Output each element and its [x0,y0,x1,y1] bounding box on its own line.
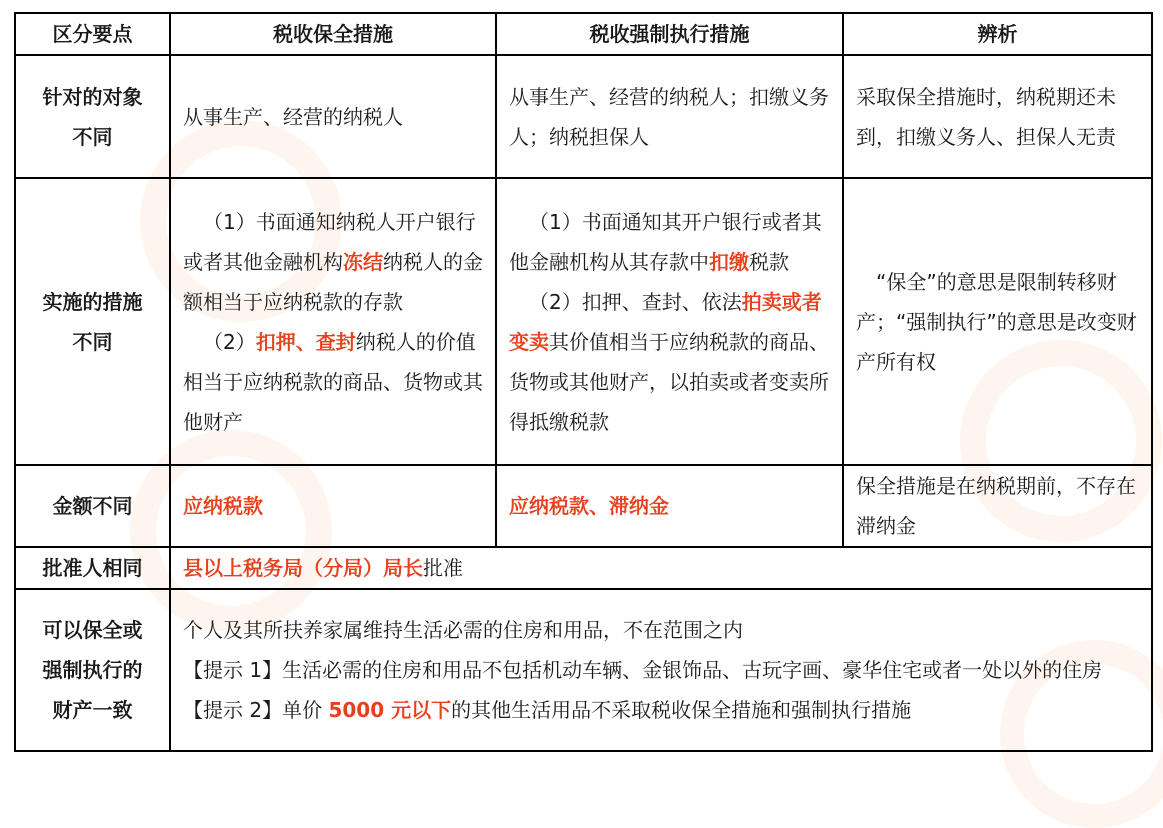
header-distinction: 区分要点 [15,13,170,55]
cell-amount-enforcement: 应纳税款、滞纳金 [496,465,843,547]
property-line: 个人及其所扶养家属维持生活必需的住房和用品，不在范围之内 [183,618,743,642]
table-row-target [15,55,1152,178]
property-tip-2: 【提示 2】单价 5000 元以下的其他生活用品不采取税收保全措施和强制执行措施 [183,698,912,722]
row-label-approver: 批准人相同 [15,547,170,589]
cell-measures-analysis: “保全”的意思是限制转移财产；“强制执行”的意思是改变财产所有权 [843,178,1152,465]
row-label-measures: 实施的措施 不同 [15,178,170,465]
table-row-amount [15,465,1152,547]
header-analysis: 辨析 [843,13,1152,55]
highlight-freeze: 冻结 [343,249,383,274]
row-label-amount: 金额不同 [15,465,170,547]
header-enforcement: 税收强制执行措施 [496,13,843,55]
cell-amount-preservation: 应纳税款 [170,465,496,547]
table-row-approver [15,547,1152,589]
header-row [15,13,1152,55]
measure-item-1: （1）书面通知纳税人开户银行或者其他金融机构冻结纳税人的金额相当于应纳税款的存款 [183,209,483,314]
row-label-property: 可以保全或 强制执行的 财产一致 [15,589,170,751]
cell-target-preservation: 从事生产、经营的纳税人 [170,55,496,178]
measure-item-1: （1）书面通知其开户银行或者其他金融机构从其存款中扣缴税款 [509,209,822,274]
highlight-auction: 拍卖或者变卖 [509,289,822,354]
table-row-property [15,589,1152,751]
highlight-seize: 扣押、查封 [255,329,356,354]
measure-item-2: （2）扣押、查封纳税人的价值相当于应纳税款的商品、货物或其他财产 [183,329,483,434]
comparison-table [14,12,1153,752]
header-preservation: 税收保全措施 [170,13,496,55]
highlight-deduct: 扣缴 [709,249,749,274]
measure-item-2: （2）扣押、查封、依法拍卖或者变卖其价值相当于应纳税款的商品、货物或其他财产，以拍卖或者变卖所得抵缴税款 [509,289,829,434]
row-label-target: 针对的对象 不同 [15,55,170,178]
cell-target-enforcement: 从事生产、经营的纳税人；扣缴义务人；纳税担保人 [496,55,843,178]
cell-measures-preservation [170,178,496,465]
cell-target-analysis: 采取保全措施时，纳税期还未到，扣缴义务人、担保人无责 [843,55,1152,178]
cell-amount-analysis: 保全措施是在纳税期前，不存在滞纳金 [843,465,1152,547]
property-tip-1: 【提示 1】生活必需的住房和用品不包括机动车辆、金银饰品、古玩字画、豪华住宅或者一处以外的住房 [183,658,1103,682]
cell-property [170,589,1152,751]
cell-approver: 县以上税务局（分局）局长批准 [170,547,1152,589]
cell-measures-enforcement [496,178,843,465]
table-row-measures [15,178,1152,465]
